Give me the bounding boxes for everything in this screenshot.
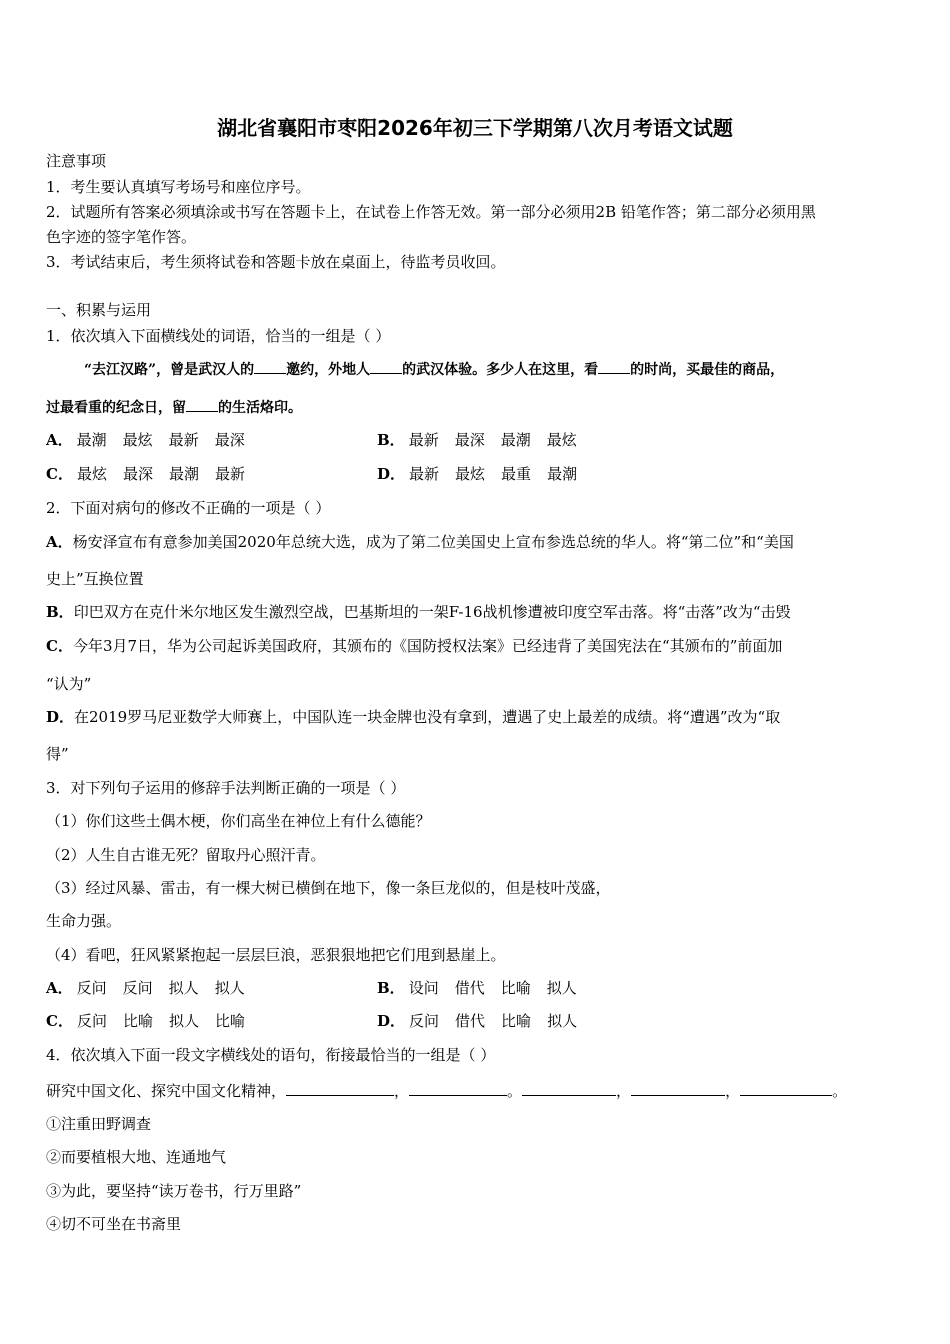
punctuation: ，	[725, 1082, 741, 1100]
option-word: 拟人	[546, 979, 577, 997]
option-word: 最重	[501, 465, 532, 483]
page-title: 湖北省襄阳市枣阳2026年初三下学期第八次月考语文试题	[217, 116, 733, 140]
punctuation: ，	[616, 1082, 632, 1100]
option-word: 比喻	[500, 979, 531, 997]
passage-text: 的武汉体验。多少人在这里，看	[402, 362, 599, 378]
question-3-number: 3．	[46, 779, 71, 797]
question-2-number: 2．	[46, 499, 71, 517]
question-2-option-d-cont: 得”	[46, 745, 69, 763]
question-1-text: 依次填入下面横线处的词语，恰当的一组是（ ）	[70, 327, 391, 345]
option-label: A．	[46, 431, 73, 449]
option-word: 借代	[455, 1012, 486, 1030]
option-word: 比喻	[215, 1012, 246, 1030]
question-2-option-c[interactable]	[46, 636, 782, 656]
question-3-sentence-2: （2）人生自古谁无死？留取丹心照汗青。	[46, 846, 326, 864]
punctuation: 。	[507, 1082, 523, 1100]
answer-blank[interactable]	[254, 359, 286, 374]
question-1-stem	[46, 326, 390, 346]
question-1-passage-line-2	[46, 397, 302, 418]
question-1-number: 1．	[46, 327, 71, 345]
question-1-option-a[interactable]	[46, 430, 261, 450]
question-3-option-d[interactable]	[377, 1011, 593, 1031]
option-word: 拟人	[168, 979, 199, 997]
question-4-number: 4．	[46, 1046, 71, 1064]
notice-item-3: 3．考试结束后，考生须将试卷和答题卡放在桌面上，待监考员收回。	[46, 253, 506, 271]
passage-text: “去江汉路”，曾是武汉人的	[84, 362, 255, 378]
notice-heading: 注意事项	[46, 152, 107, 170]
question-3-sentence-1: （1）你们这些土偶木梗，你们高坐在神位上有什么德能？	[46, 812, 431, 830]
option-word: 反问	[409, 1012, 440, 1030]
question-4-item-2: ②而要植根大地、连通地气	[46, 1148, 227, 1166]
punctuation: 。	[832, 1082, 848, 1100]
question-1-option-d[interactable]	[377, 464, 593, 484]
punctuation: ，	[394, 1082, 410, 1100]
option-label: C．	[46, 465, 73, 483]
option-word: 反问	[122, 979, 153, 997]
question-2-option-b[interactable]	[46, 602, 791, 622]
question-4-passage	[46, 1081, 847, 1101]
question-3-text: 对下列句子运用的修辞手法判断正确的一项是（ ）	[70, 779, 406, 797]
notice-item-1: 1．考生要认真填写考场号和座位序号。	[46, 178, 311, 196]
answer-blank[interactable]	[631, 1081, 725, 1096]
option-word: 拟人	[214, 979, 245, 997]
notice-item-2-cont: 色字迹的签字笔作答。	[46, 228, 197, 246]
option-word: 最新	[409, 465, 440, 483]
option-word: 比喻	[122, 1012, 153, 1030]
option-label: A．	[46, 533, 73, 551]
option-label: B．	[46, 603, 74, 621]
question-3-option-c[interactable]	[46, 1011, 261, 1031]
option-word: 最潮	[168, 465, 199, 483]
question-3-stem	[46, 778, 405, 798]
question-4-item-4: ④切不可坐在书斋里	[46, 1215, 182, 1233]
option-text: 印巴双方在克什米尔地区发生激烈空战，巴基斯坦的一架F-16战机惨遭被印度空军击落。将“击落”改为“击毁	[73, 603, 791, 621]
option-word: 最潮	[500, 431, 531, 449]
option-label: D．	[377, 1012, 406, 1030]
option-word: 拟人	[547, 1012, 578, 1030]
question-3-option-a[interactable]	[46, 978, 261, 998]
question-1-option-c[interactable]	[46, 464, 261, 484]
question-3-sentence-3: （3）经过风暴、雷击，有一棵大树已横倒在地下，像一条巨龙似的，但是枝叶茂盛，	[46, 879, 611, 897]
option-word: 最潮	[547, 465, 578, 483]
option-label: D．	[377, 465, 406, 483]
option-word: 最炫	[76, 465, 107, 483]
option-word: 最新	[408, 431, 439, 449]
option-word: 拟人	[168, 1012, 199, 1030]
option-text: 今年3月7日，华为公司起诉美国政府，其颁布的《国防授权法案》已经违背了美国宪法在“其颁布的”前面加	[72, 637, 783, 655]
passage-text: 过最看重的纪念日，留	[46, 400, 186, 416]
passage-text: 的时尚，买最佳的商品，	[630, 362, 785, 378]
question-1-option-b[interactable]	[377, 430, 593, 450]
option-word: 最炫	[455, 465, 486, 483]
option-word: 最深	[122, 465, 153, 483]
question-3-sentence-4: （4）看吧，狂风紧紧抱起一层层巨浪，恶狠狠地把它们甩到悬崖上。	[46, 946, 506, 964]
option-word: 借代	[454, 979, 485, 997]
option-label: B．	[377, 431, 405, 449]
answer-blank[interactable]	[186, 397, 218, 412]
option-word: 最炫	[546, 431, 577, 449]
question-1-passage-line-1	[84, 359, 784, 380]
passage-text: 研究中国文化、探究中国文化精神，	[46, 1082, 287, 1100]
option-word: 最新	[168, 431, 199, 449]
question-4-text: 依次填入下面一段文字横线处的语句，衔接最恰当的一组是（ ）	[70, 1046, 496, 1064]
question-2-option-a[interactable]	[46, 532, 794, 552]
option-word: 最深	[454, 431, 485, 449]
question-2-option-a-cont: 史上”互换位置	[46, 570, 144, 588]
answer-blank[interactable]	[370, 359, 402, 374]
question-3-sentence-3-cont: 生命力强。	[46, 912, 122, 930]
question-4-stem	[46, 1045, 495, 1065]
option-word: 最炫	[122, 431, 153, 449]
option-label: C．	[46, 1012, 73, 1030]
option-word: 反问	[76, 979, 107, 997]
option-label: C．	[46, 637, 73, 655]
question-2-option-c-cont: “认为”	[46, 675, 92, 693]
option-label: A．	[46, 979, 73, 997]
answer-blank[interactable]	[740, 1081, 832, 1096]
option-text: 在2019罗马尼亚数学大师赛上，中国队连一块金牌也没有拿到，遭遇了史上最差的成绩。将“遭遇”改为“取	[74, 708, 781, 726]
notice-item-2: 2．试题所有答案必须填涂或书写在答题卡上，在试卷上作答无效。第一部分必须用2B 铅笔作答；第二部分必须用黑	[46, 203, 816, 221]
option-text: 杨安泽宣布有意参加美国2020年总统大选，成为了第二位美国史上宣布参选总统的华人。将“第二位”和“美国	[72, 533, 794, 551]
question-4-item-1: ①注重田野调查	[46, 1115, 152, 1133]
question-4-item-3: ③为此，要坚持“读万卷书，行万里路”	[46, 1182, 302, 1200]
option-word: 最潮	[76, 431, 107, 449]
option-word: 设问	[408, 979, 439, 997]
answer-blank[interactable]	[598, 359, 630, 374]
question-2-text: 下面对病句的修改不正确的一项是（ ）	[70, 499, 331, 517]
option-word: 比喻	[501, 1012, 532, 1030]
option-word: 最深	[214, 431, 245, 449]
question-2-option-d[interactable]	[46, 707, 780, 727]
question-2-stem	[46, 498, 330, 518]
option-label: B．	[377, 979, 405, 997]
passage-text: 邀约，外地人	[286, 362, 371, 378]
option-label: D．	[46, 708, 75, 726]
answer-blank[interactable]	[522, 1081, 616, 1096]
answer-blank[interactable]	[286, 1081, 394, 1096]
passage-text: 的生活烙印。	[218, 400, 302, 416]
option-word: 最新	[215, 465, 246, 483]
answer-blank[interactable]	[409, 1081, 507, 1096]
section-heading: 一、积累与运用	[46, 301, 152, 319]
question-3-option-b[interactable]	[377, 978, 593, 998]
option-word: 反问	[76, 1012, 107, 1030]
